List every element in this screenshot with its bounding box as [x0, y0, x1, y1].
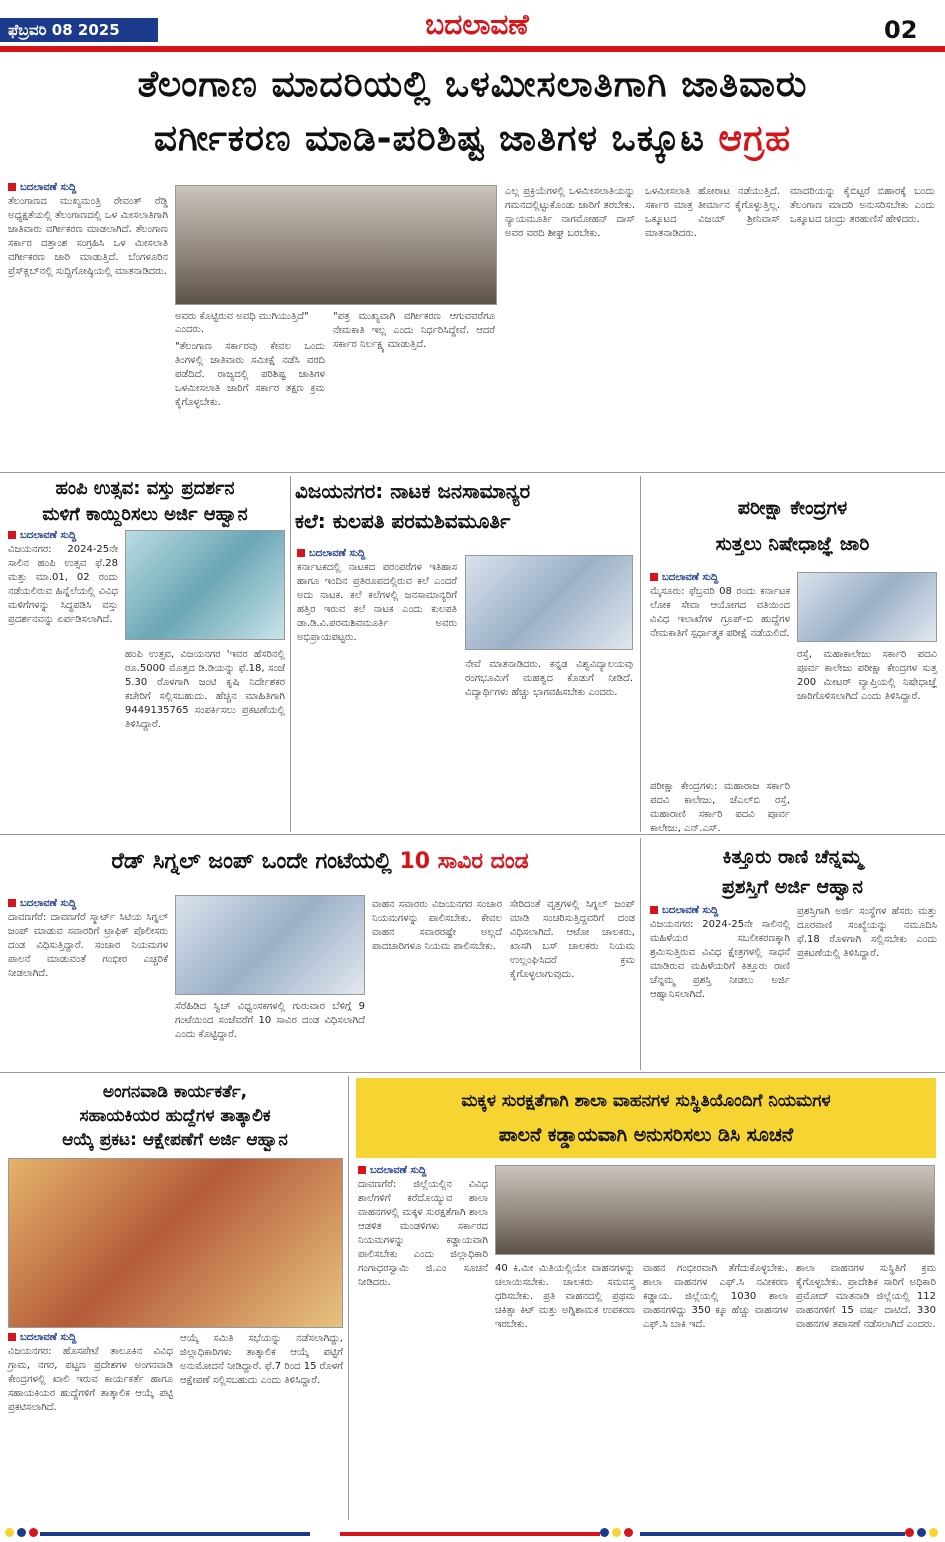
divider-hampi	[290, 476, 291, 832]
exam-text-1: ಮೈಸೂರು: ಫೆಬ್ರವರಿ 08 ರಂದು ಕರ್ನಾಟಕ ಲೋಕ ಸೇವಾ ಆಯೋಗದ ವತಿಯಿಂದ ವಿವಿಧ ಇಲಾಖೆಗಳ ಗ್ರೂಪ್-ಬಿ ಹುದ್ದೆಗಳ ನೇಮಕಾತಿಗೆ ಸ್ಪರ್ಧಾತ್ಮಕ ಪರೀಕ್ಷೆ ನಡೆಯಲಿದೆ.	[650, 586, 790, 639]
byline: ಬದಲಾವಣೆ ಸುದ್ದಿ	[650, 572, 790, 583]
exam-text-2: ರಸ್ತೆ, ಮಹಾಕಾಲೇಜು ಸರ್ಕಾರಿ ಪದವಿ ಪೂರ್ವ ಕಾಲೇಜು ಪರೀಕ್ಷಾ ಕೇಂದ್ರಗಳ ಸುತ್ತ 200 ಮೀಟರ್ ವ್ಯಾಪ್ತಿಯಲ್ಲಿ ನಿಷೇಧಾಜ್ಞೆ ಜಾರಿಗೊಳಿಸಲಾಗಿದೆ ಎಂದು ತಿಳಿಸಿದ್ದಾರೆ.	[797, 649, 937, 702]
kittur-text-1: ವಿಜಯನಗರ: 2024-25ನೇ ಸಾಲಿನಲ್ಲಿ ಮಹಿಳೆಯರ ಸಬಲೀಕರಣಕ್ಕಾಗಿ ಶ್ರಮಿಸುತ್ತಿರುವ ವಿವಿಧ ಕ್ಷೇತ್ರಗಳಲ್ಲಿ ಸಾಧನೆ ಮಾಡಿರುವ ಮಹಿಳೆಯರಿಗೆ ಕಿತ್ತೂರು ರಾಣಿ ಚೆನ್ನಮ್ಮ ಪ್ರಶಸ್ತಿ ನೀಡಲು ಅರ್ಜಿ ಆಹ್ವಾನಿಸಲಾಗಿದೆ.	[650, 919, 790, 1000]
anganwadi-text-1: ವಿಜಯನಗರ: ಹೊಸಪೇಟೆ ತಾಲೂಕಿನ ವಿವಿಧ ಗ್ರಾಮ, ನಗರ, ಪಟ್ಟಣ ಪ್ರದೇಶಗಳ ಅಂಗನವಾಡಿ ಕೇಂದ್ರಗಳಲ್ಲಿ ಖಾಲಿ ಇರುವ ಕಾರ್ಯಕರ್ತೆ ಹಾಗೂ ಸಹಾಯಕಿಯರ ಹುದ್ದೆಗಳಿಗೆ ತಾತ್ಕಾಲಿಕ ಆಯ್ಕೆ ಪಟ್ಟಿ ಪ್ರಕಟಿಸಲಾಗಿದೆ.	[8, 1346, 173, 1413]
signal-text-2: ಸೆರೆಹಿಡಿದ ಸ್ವಿಚ್ ವಿಧ್ವಂಸಕಗಳಲ್ಲಿ ಗುರುವಾರ ಬೆಳಿಗ್ಗೆ 9 ಗಂಟೆಯಿಂದ ಸಂಜೆವರೆಗೆ 10 ಸಾವಿರ ದಂಡ ವಿಧಿಸಲಾಗಿದೆ ಎಂದು ಕೊಟ್ಟಿದ್ದಾರೆ.	[175, 1001, 365, 1040]
anganwadi-text-2: ಆಯ್ಕೆ ಸಮಿತಿ ಸಭೆಯನ್ನು ನಡೆಸಲಾಗಿದ್ದು, ಜಿಲ್ಲಾಧಿಕಾರಿಗಳು ತಾತ್ಕಾಲಿಕ ಆಯ್ಕೆ ಪಟ್ಟಿಗೆ ಅನುಮೋದನೆ ನೀಡಿದ್ದಾರೆ. ಫೆ.7 ರಿಂದ 15 ರೊಳಗೆ ಆಕ್ಷೇಪಣೆ ಸಲ್ಲಿಸಬಹುದು ಎಂದು ತಿಳಿಸಿದ್ದಾರೆ.	[180, 1333, 343, 1386]
school-text-2: 40 ಕಿ.ಮೀ ಮಿತಿಯಲ್ಲಿಯೇ ವಾಹನಗಳನ್ನು ಚಲಾಯಿಸಬೇಕು. ಚಾಲಕರು ಸಮವಸ್ತ್ರ ಧರಿಸಬೇಕು. ಪ್ರತಿ ವಾಹನದಲ್ಲಿ ಪ್ರಥಮ ಚಿಕಿತ್ಸಾ ಕಿಟ್ ಮತ್ತು ಅಗ್ನಿಶಾಮಕ ಉಪಕರಣ ಇರಬೇಕು.	[495, 1263, 635, 1330]
school-text-3: ವಾಹನ ಗಂಭೀರವಾಗಿ ತೆಗೆದುಕೊಳ್ಳಬೇಕು. ಶಾಲಾ ವಾಹನಗಳ ಎಫ್.ಸಿ ನವೀಕರಣ ಕಡ್ಡಾಯ. ಜಿಲ್ಲೆಯಲ್ಲಿ 1030 ಶಾಲಾ ವಾಹನಗಳಿದ್ದು 350 ಕ್ಕೂ ಹೆಚ್ಚು ವಾಹನಗಳ ಎಫ್.ಸಿ ಬಾಕಿ ಇದೆ.	[643, 1263, 788, 1330]
kittur-column-1	[650, 905, 790, 1070]
hampi-headline: ಹಂಪಿ ಉತ್ಸವ: ವಸ್ತು ಪ್ರದರ್ಶನ ಮಳಿಗೆ ಕಾಯ್ದಿರಿಸಲು ಅರ್ಜಿ ಆಹ್ವಾನ	[42, 478, 248, 525]
byline: ಬದಲಾವಣೆ ಸುದ್ದಿ	[8, 182, 168, 193]
page-number: 02	[884, 16, 918, 44]
signal-column-1	[8, 898, 168, 1068]
school-headline-bar	[356, 1078, 936, 1158]
masthead-rule	[0, 46, 945, 52]
lead-headline-accent: ಆಗ್ರಹ	[718, 118, 792, 159]
byline: ಬದಲಾವಣೆ ಸುದ್ದಿ	[8, 530, 118, 541]
footer-dots-left	[5, 1528, 38, 1537]
issue-date: ಫೆಬ್ರವರಿ 08 2025	[0, 18, 158, 42]
divider-drama	[640, 476, 641, 832]
divider-signal	[640, 838, 641, 1070]
footer	[0, 1522, 945, 1542]
divider-anganwadi	[348, 1076, 349, 1520]
hampi-text-2: ಹಂಪಿ ಉತ್ಸವ, ವಿಜಯನಗರ 'ಇವರ ಹೆಸರಿನಲ್ಲಿ ರೂ.5000 ಮೊತ್ತದ ಡಿ.ಡಿಯನ್ನು ಫೆ.18, ಸಂಜೆ 5.30 ರೊಳಗಾಗಿ ಜಂಟಿ ಕೃಷಿ ನಿರ್ದೇಶಕರ ಕಚೇರಿಗೆ ಸಲ್ಲಿಸಬಹುದು. ಹೆಚ್ಚಿನ ಮಾಹಿತಿಗಾಗಿ 9449135765 ಸಂಪರ್ಕಿಸಲು ಪ್ರಕಟಣೆಯಲ್ಲಿ ತಿಳಿಸಿದ್ದಾರೆ.	[125, 649, 285, 730]
divider-lead	[0, 472, 945, 473]
drama-headline: ವಿಜಯನಗರ: ನಾಟಕ ಜನಸಾಮಾನ್ಯರ ಕಲೆ: ಕುಲಪತಿ ಪರಮಶಿವಮೂರ್ತಿ	[295, 479, 531, 533]
kittur-text-2: ಪ್ರಶಸ್ತಿಗಾಗಿ ಅರ್ಜಿ ಸಂಸ್ಥೆಗಳ ಹೆಸರು ಮತ್ತು ದೂರವಾಣಿ ಸಂಖ್ಯೆಯನ್ನು ನಮೂದಿಸಿ ಫೆ.18 ರೊಳಗಾಗಿ ಸಲ್ಲಿಸಬೇಕು ಎಂದು ಪ್ರಕಟಣೆಯಲ್ಲಿ ತಿಳಿಸಿದ್ದಾರೆ.	[797, 906, 937, 959]
lead-text-3: "ಪತ್ರ ಮುಖ್ಯವಾಗಿ ವರ್ಗೀಕರಣ ಆಗುವವರೆಗೂ ನೇಮಕಾತಿ ಇಲ್ಲ ಎಂದು ನಿರ್ಧರಿಸಿದ್ದೇವೆ. ಆದರೆ ಸರ್ಕಾರ ನಿರ್ಲಕ್ಷ್ಯ ಮಾಡುತ್ತಿದೆ.	[333, 311, 495, 350]
drama-photo	[465, 555, 633, 650]
signal-text-1: ದಾವಣಗೆರೆ: ದಾವಣಗೆರೆ ಸ್ಮಾರ್ಟ್ ಸಿಟಿಯ ಸಿಗ್ನಲ್ ಜಂಪ್ ಮಾಡುವ ಸವಾರರಿಗೆ ಟ್ರಾಫಿಕ್ ಪೊಲೀಸರು ದಂಡ ವಿಧಿಸುತ್ತಿದ್ದಾರೆ. ಸಂಚಾರ ನಿಯಮಗಳ ಪಾಲನೆ ಮಾಡುವಂತೆ ಗಂಭೀರ ಎಚ್ಚರಿಕೆ ನೀಡಲಾಗಿದೆ.	[8, 912, 168, 979]
footer-stripe-mid	[340, 1532, 600, 1536]
byline: ಬದಲಾವಣೆ ಸುದ್ದಿ	[650, 905, 790, 916]
footer-dots-right	[905, 1528, 938, 1537]
byline: ಬದಲಾವಣೆ ಸುದ್ದಿ	[8, 898, 168, 909]
school-text-1: ದಾವಣಗೆರೆ: ಜಿಲ್ಲೆಯಲ್ಲಿನ ವಿವಿಧ ಶಾಲೆಗಳಿಗೆ ಕರೆದೊಯ್ಯುವ ಶಾಲಾ ವಾಹನಗಳಲ್ಲಿ ಮಕ್ಕಳ ಸುರಕ್ಷತೆಗಾಗಿ ಶಾಲಾ ಆಡಳಿತ ಮಂಡಳಿಗಳು ಸರ್ಕಾರದ ನಿಯಮಗಳನ್ನು ಕಡ್ಡಾಯವಾಗಿ ಪಾಲಿಸಬೇಕು ಎಂದು ಜಿಲ್ಲಾಧಿಕಾರಿ ಗಂಗಾಧರಸ್ವಾಮಿ ಜಿ.ಎಂ ಸೂಚನೆ ನೀಡಿದರು.	[358, 1179, 488, 1288]
drama-column-1	[297, 548, 457, 828]
byline: ಬದಲಾವಣೆ ಸುದ್ದಿ	[358, 1165, 488, 1176]
signal-text-3: ವಾಹನ ಸವಾರರು ವಿಜಯನಗರ ಸಂಚಾರ ನಿಯಮಗಳನ್ನು ಪಾಲಿಸಬೇಕು. ಕೇವಲ ವಾಹನ ಸವಾರರಷ್ಟೇ ಅಲ್ಲದೆ ಪಾದಚಾರಿಗಳೂ ನಿಯಮ ಪಾಲಿಸಬೇಕು.	[372, 899, 502, 952]
signal-headline-accent: 10 ಸಾವಿರ ದಂಡ	[399, 849, 529, 874]
divider-mid	[0, 834, 945, 835]
kittur-headline: ಕಿತ್ತೂರು ರಾಣಿ ಚೆನ್ನಮ್ಮ ಪ್ರಶಸ್ತಿಗೆ ಅರ್ಜಿ ಆಹ್ವಾನ	[722, 846, 863, 898]
school-headline-line2: ಪಾಲನೆ ಕಡ್ಡಾಯವಾಗಿ ಅನುಸರಿಸಲು ಡಿಸಿ ಸೂಚನೆ	[498, 1124, 794, 1146]
signal-headline: ರೆಡ್ ಸಿಗ್ನಲ್ ಜಂಪ್ ಒಂದೇ ಗಂಟೆಯಲ್ಲಿ 10 ಸಾವಿರ ದಂಡ	[111, 849, 529, 874]
lead-text-1: ತೆಲಂಗಾಣದ ಮುಖ್ಯಮಂತ್ರಿ ರೇವಂತ್ ರೆಡ್ಡಿ ಅಧ್ಯಕ್ಷತೆಯಲ್ಲಿ ತೆಲಂಗಾಣದಲ್ಲಿ ಒಳ ಮೀಸಲಾತಿಗಾಗಿ ಜಾತಿವಾರು ವರ್ಗೀಕರಣ ಮಾಡಲಾಗಿದೆ. ತೆಲಂಗಾಣ ಸರ್ಕಾರ ದತ್ತಾಂಶ ಸಂಗ್ರಹಿಸಿ ಒಳ ಮೀಸಲಾತಿ ವರ್ಗೀಕರಣ ಜಾರಿ ಮಾಡುತ್ತಿದೆ. ಬೆಂಗಳೂರಿನ ಪ್ರೆಸ್‌ಕ್ಲಬ್‌ನಲ್ಲಿ ಸುದ್ದಿಗೋಷ್ಠಿಯಲ್ಲಿ ಮಾತನಾಡಿದರು.	[8, 196, 168, 277]
newspaper-title: ಬದಲಾವಣೆ	[425, 8, 529, 41]
drama-text-2: ನೇವೆ ಮಾತನಾಡಿದರು. ಕನ್ನಡ ವಿಶ್ವವಿದ್ಯಾಲಯವು ರಂಗಭೂಮಿಗೆ ಮಹತ್ವದ ಕೊಡುಗೆ ನೀಡಿದೆ. ವಿದ್ಯಾರ್ಥಿಗಳು ಹೆಚ್ಚು ಭಾಗವಹಿಸಬೇಕು ಎಂದರು.	[465, 659, 633, 698]
lead-text-6: ಮಾದರಿಯನ್ನು ಕೈಬಿಟ್ಟರೆ ಬಿಹಾರಕ್ಕೆ ಬಂದು ತೆಲಂಗಾಣ ಮಾದರಿ ಅನುಸರಿಸಬೇಕು ಎಂದು ಒಕ್ಕೂಟದ ಚಂದ್ರು ತರಹುಣಿಸೆ ಹೇಳಿದರು.	[790, 186, 935, 225]
lead-photo	[175, 185, 497, 305]
divider-bottom	[0, 1072, 945, 1073]
anganwadi-column-1	[8, 1332, 173, 1520]
footer-stripe-left	[40, 1532, 310, 1536]
byline: ಬದಲಾವಣೆ ಸುದ್ದಿ	[8, 1332, 173, 1343]
anganwadi-photo	[8, 1158, 343, 1328]
lead-headline	[10, 58, 935, 166]
school-headline-line1: ಮಕ್ಕಳ ಸುರಕ್ಷತೆಗಾಗಿ ಶಾಲಾ ವಾಹನಗಳ ಸುಸ್ಥಿತಿಯೊಂದಿಗೆ ನಿಯಮಗಳ	[461, 1091, 831, 1111]
signal-illustration	[175, 895, 365, 995]
masthead	[0, 0, 945, 52]
school-photo	[495, 1165, 935, 1255]
exam-photo	[797, 572, 937, 642]
exam-headline: ಪರೀಕ್ಷಾ ಕೇಂದ್ರಗಳ ಸುತ್ತಲು ನಿಷೇಧಾಜ್ಞೆ ಜಾರಿ	[715, 497, 870, 555]
lead-headline-line1: ತೆಲಂಗಾಣ ಮಾದರಿಯಲ್ಲಿ ಒಳಮೀಸಲಾತಿಗಾಗಿ ಜಾತಿವಾರು	[137, 64, 808, 105]
school-column-1	[358, 1165, 488, 1520]
lead-photo-caption: ಅವರು ಕೊಟ್ಟಿರುವ ಅವಧಿ ಮುಗಿಯುತ್ತಿದೆ" ಎಂದರು.	[175, 311, 309, 335]
lead-column-1	[8, 182, 168, 467]
footer-dots-mid	[600, 1528, 633, 1537]
signal-text-4: ಸೇರಿದಂತೆ ವೃತ್ತಗಳಲ್ಲಿ ಸಿಗ್ನಲ್ ಜಂಪ್ ಮಾಡಿ ಸಂಚರಿಸುತ್ತಿದ್ದವರಿಗೆ ದಂಡ ವಿಧಿಸಲಾಗಿದೆ. ಆಟೋ ಚಾಲಕರು, ಖಾಸಗಿ ಬಸ್ ಚಾಲಕರು ನಿಯಮ ಉಲ್ಲಂಘಿಸಿದರೆ ಕ್ರಮ ಕೈಗೊಳ್ಳಲಾಗುವುದು.	[510, 899, 635, 980]
hampi-text-1: ವಿಜಯನಗರ: 2024-25ನೇ ಸಾಲಿನ ಹಂಪಿ ಉತ್ಸವ ಫೆ.28 ಮತ್ತು ಮಾ.01, 02 ರಂದು ನಡೆಯಲಿರುವ ಹಿನ್ನೆಲೆಯಲ್ಲಿ ವಿವಿಧ ಮಳಿಗೆಗಳನ್ನು ಸಿದ್ಧಪಡಿಸಿ ವಸ್ತು ಪ್ರದರ್ಶನವನ್ನು ಏರ್ಪಡಿಸಲಾಗಿದೆ.	[8, 544, 118, 625]
byline: ಬದಲಾವಣೆ ಸುದ್ದಿ	[297, 548, 457, 559]
lead-text-4: ಎಲ್ಲ ಪ್ರಕ್ರಿಯೆಗಳಲ್ಲಿ ಒಳಮೀಸಲಾತಿಯನ್ನು ಗಮನದಲ್ಲಿಟ್ಟುಕೊಂಡು ಜಾರಿಗೆ ತರಬೇಕು. ನ್ಯಾಯಮೂರ್ತಿ ನಾಗಮೋಹನ್ ದಾಸ್ ಅವರ ವರದಿ ಶೀಘ್ರ ಬರಬೇಕು.	[505, 186, 635, 239]
hampi-column-1	[8, 530, 118, 830]
school-text-4: ಶಾಲಾ ವಾಹನಗಳ ಸುಸ್ಥಿತಿಗೆ ಕ್ರಮ ಕೈಗೊಳ್ಳಬೇಕು. ಪ್ರಾದೇಶಿಕ ಸಾರಿಗೆ ಅಧಿಕಾರಿ ಪ್ರಮೋದ್ ಮಾತನಾಡಿ ಜಿಲ್ಲೆಯಲ್ಲಿ 112 ವಾಹನಗಳಿಗೆ 15 ವರ್ಷ ದಾಟಿದೆ. 330 ವಾಹನಗಳ ತಪಾಸಣೆ ನಡೆಸಲಾಗಿದೆ ಎಂದರು.	[796, 1263, 936, 1330]
drama-text-1: ಕರ್ನಾಟಕದಲ್ಲಿ ನಾಟಕದ ಪರಂಪರೆಗಳ ಇತಿಹಾಸ ಹಾಗೂ ಇಂದಿನ ಪ್ರತಿರೂಪದಲ್ಲಿರುವ ಕಲೆ ಎಂದರೆ ಅದು ನಾಟಕ. ಕಲೆ ಕಲೆಗಳಲ್ಲಿ ಜನಸಾಮಾನ್ಯರಿಗೆ ಹತ್ತಿರ ಇರುವ ಕಲೆ ನಾಟಕ ಎಂದು ಕುಲಪತಿ ಡಾ.ಡಿ.ವಿ.ಪರಮಶಿವಮೂರ್ತಿ ಅವರು ಅಭಿಪ್ರಾಯಪಟ್ಟರು.	[297, 562, 457, 643]
exam-centres: ಪರೀಕ್ಷಾ ಕೇಂದ್ರಗಳು: ಮಹಾರಾಜ ಸರ್ಕಾರಿ ಪದವಿ ಕಾಲೇಜು, ಜೆಎಲ್‌ಬಿ ರಸ್ತೆ, ಮಹಾರಾಣಿ ಸರ್ಕಾರಿ ಪದವಿ ಪೂರ್ವ ಕಾಲೇಜು, ಎನ್.ಎಸ್.	[650, 781, 790, 834]
footer-stripe-right	[640, 1532, 905, 1536]
anganwadi-headline: ಅಂಗನವಾಡಿ ಕಾರ್ಯಕರ್ತೆ, ಸಹಾಯಕಿಯರ ಹುದ್ದೆಗಳ ತಾತ್ಕಾಲಿಕ ಆಯ್ಕೆ ಪ್ರಕಟ: ಆಕ್ಷೇಪಣೆಗೆ ಅರ್ಜಿ ಆಹ್ವಾನ	[62, 1082, 288, 1150]
lead-headline-line2: ವರ್ಗೀಕರಣ ಮಾಡಿ-ಪರಿಶಿಷ್ಟ ಜಾತಿಗಳ ಒಕ್ಕೂಟ ಆಗ್ರಹ	[153, 118, 792, 159]
lead-text-5: ಒಳಮೀಸಲಾತಿ ಹೋರಾಟ ನಡೆಯುತ್ತಿದೆ. ಸರ್ಕಾರ ಮಾತ್ರ ತೀರ್ಮಾನ ಕೈಗೊಳ್ಳುತ್ತಿಲ್ಲ. ಒಕ್ಕೂಟದ ವಿಜಯ್ ಶ್ರೀನಿವಾಸ್ ಮಾತನಾಡಿದರು.	[645, 186, 780, 239]
hampi-photo	[125, 530, 285, 640]
lead-text-2: "ತೆಲಂಗಾಣ ಸರ್ಕಾರವು ಕೇವಲ ಒಂದು ತಿಂಗಳಲ್ಲಿ ಜಾತಿವಾರು ಸಮೀಕ್ಷೆ ನಡೆಸಿ ವರದಿ ಪಡೆದಿದೆ. ರಾಜ್ಯದಲ್ಲಿ ಪರಿಶಿಷ್ಟ ಜಾತಿಗಳ ಒಳಮೀಸಲಾತಿ ಜಾರಿಗೆ ಸರ್ಕಾರ ತಕ್ಷಣ ಕ್ರಮ ಕೈಗೊಳ್ಳಬೇಕು.	[175, 341, 325, 408]
